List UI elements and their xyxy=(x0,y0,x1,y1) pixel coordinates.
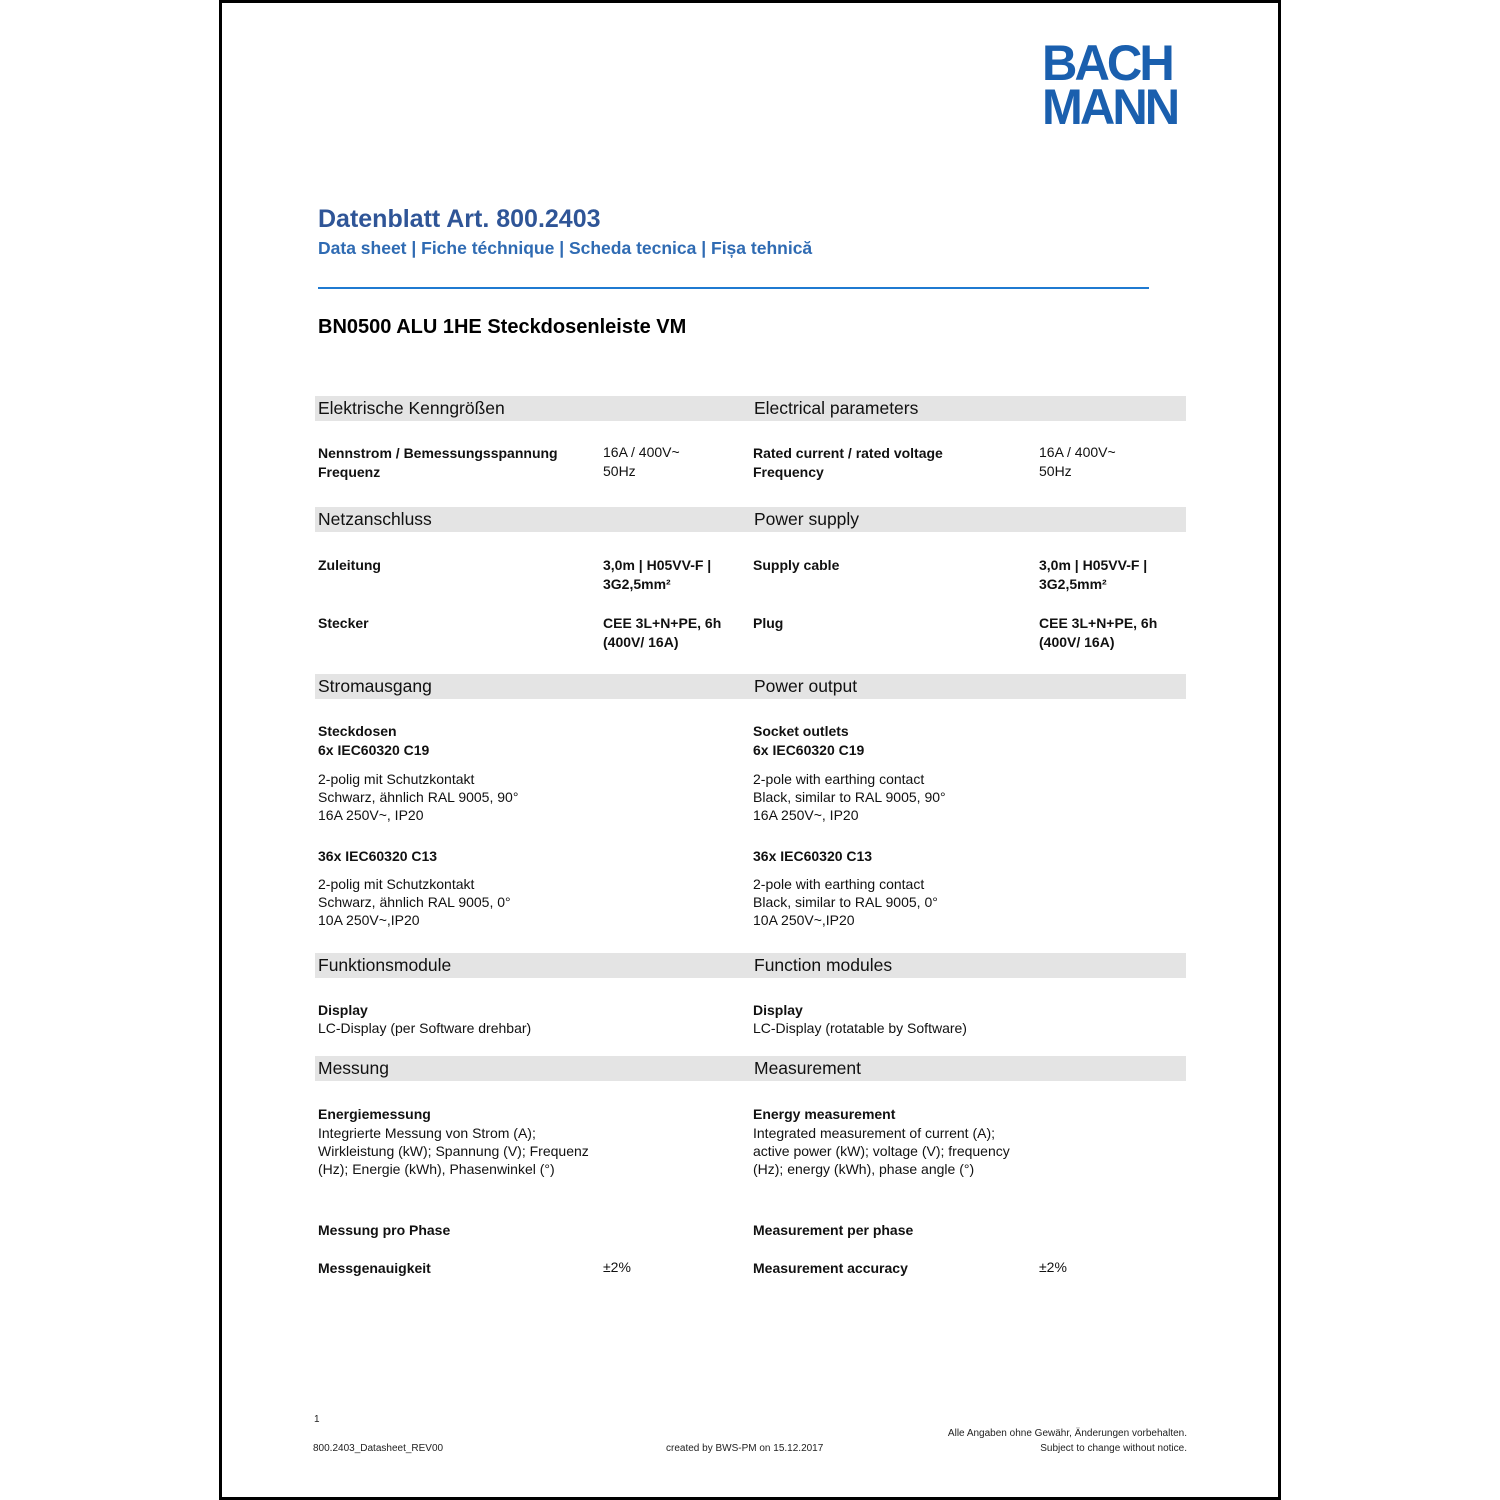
page-subtitle: Data sheet | Fiche téchnique | Scheda tecnica | Fișa tehnică xyxy=(318,238,813,258)
label-accuracy-en: Measurement accuracy xyxy=(753,1260,908,1276)
logo-line-1: BACH xyxy=(1042,35,1172,91)
section-header-power-supply: Power supply xyxy=(751,507,1186,532)
value-plug-en-2: (400V/ 16A) xyxy=(1039,634,1115,650)
label-rated-en: Rated current / rated voltage xyxy=(753,445,943,461)
value-accuracy-en: ±2% xyxy=(1039,1259,1067,1275)
value-display-en: LC-Display (rotatable by Software) xyxy=(753,1020,967,1036)
disclaimer-en: Subject to change without notice. xyxy=(1040,1443,1187,1454)
label-per-phase-de: Messung pro Phase xyxy=(318,1222,451,1238)
c19-title-en: 6x IEC60320 C19 xyxy=(753,742,865,758)
section-header-measurement: Measurement xyxy=(751,1056,1186,1081)
label-display-de: Display xyxy=(318,1002,368,1018)
section-header-electrical-parameters: Electrical parameters xyxy=(751,396,1186,421)
section-header-power-output: Power output xyxy=(751,674,1186,699)
c13-title-de: 36x IEC60320 C13 xyxy=(318,848,438,864)
section-header-stromausgang: Stromausgang xyxy=(315,674,751,699)
c19-line-en-1: 2-pole with earthing contact xyxy=(753,771,925,787)
energy-line-en-3: (Hz); energy (kWh), phase angle (°) xyxy=(753,1161,975,1177)
section-header-messung: Messung xyxy=(315,1056,751,1081)
label-frequency-de: Frequenz xyxy=(318,464,381,480)
value-cable-en-1: 3,0m | H05VV-F | xyxy=(1039,557,1148,573)
value-rated-en: 16A / 400V~ xyxy=(1039,444,1116,460)
c13-line-de-1: 2-polig mit Schutzkontakt xyxy=(318,876,475,892)
label-display-en: Display xyxy=(753,1002,803,1018)
value-frequency-en: 50Hz xyxy=(1039,463,1072,479)
page-title: Datenblatt Art. 800.2403 xyxy=(318,205,601,233)
c13-line-de-3: 10A 250V~,IP20 xyxy=(318,912,420,928)
bachmann-logo xyxy=(1042,35,1187,135)
created-by: created by BWS-PM on 15.12.2017 xyxy=(666,1443,824,1454)
energy-line-de-2: Wirkleistung (kW); Spannung (V); Frequenz xyxy=(318,1143,589,1159)
value-frequency-de: 50Hz xyxy=(603,463,636,479)
energy-line-de-3: (Hz); Energie (kWh), Phasenwinkel (°) xyxy=(318,1161,555,1177)
energy-line-en-1: Integrated measurement of current (A); xyxy=(753,1125,995,1141)
c19-line-en-3: 16A 250V~, IP20 xyxy=(753,807,859,823)
c13-title-en: 36x IEC60320 C13 xyxy=(753,848,873,864)
c19-line-de-3: 16A 250V~, IP20 xyxy=(318,807,424,823)
label-frequency-en: Frequency xyxy=(753,464,824,480)
c13-line-en-3: 10A 250V~,IP20 xyxy=(753,912,855,928)
label-rated-de: Nennstrom / Bemessungsspannung xyxy=(318,445,558,461)
label-sockets-de: Steckdosen xyxy=(318,723,397,739)
value-cable-en-2: 3G2,5mm² xyxy=(1039,576,1107,592)
c19-line-de-2: Schwarz, ähnlich RAL 9005, 90° xyxy=(318,789,519,805)
value-accuracy-de: ±2% xyxy=(603,1259,631,1275)
value-plug-de-2: (400V/ 16A) xyxy=(603,634,679,650)
product-name: BN0500 ALU 1HE Steckdosenleiste VM xyxy=(318,316,687,338)
c19-line-de-1: 2-polig mit Schutzkontakt xyxy=(318,771,475,787)
value-cable-de-1: 3,0m | H05VV-F | xyxy=(603,557,712,573)
energy-line-de-1: Integrierte Messung von Strom (A); xyxy=(318,1125,536,1141)
label-cable-en: Supply cable xyxy=(753,557,840,573)
value-cable-de-2: 3G2,5mm² xyxy=(603,576,671,592)
c19-title-de: 6x IEC60320 C19 xyxy=(318,742,430,758)
section-header-netzanschluss: Netzanschluss xyxy=(315,507,751,532)
c13-line-de-2: Schwarz, ähnlich RAL 9005, 0° xyxy=(318,894,511,910)
label-accuracy-de: Messgenauigkeit xyxy=(318,1260,431,1276)
label-per-phase-en: Measurement per phase xyxy=(753,1222,914,1238)
label-cable-de: Zuleitung xyxy=(318,557,381,573)
value-plug-de-1: CEE 3L+N+PE, 6h xyxy=(603,615,722,631)
c19-line-en-2: Black, similar to RAL 9005, 90° xyxy=(753,789,946,805)
label-plug-en: Plug xyxy=(753,615,784,631)
logo-line-2: MANN xyxy=(1042,79,1178,135)
label-sockets-en: Socket outlets xyxy=(753,723,849,739)
disclaimer-de: Alle Angaben ohne Gewähr, Änderungen vorbehalten. xyxy=(947,1428,1187,1439)
label-plug-de: Stecker xyxy=(318,615,369,631)
section-header-function-modules: Function modules xyxy=(751,953,1186,978)
c13-line-en-1: 2-pole with earthing contact xyxy=(753,876,925,892)
header-divider xyxy=(318,287,1149,289)
c13-line-en-2: Black, similar to RAL 9005, 0° xyxy=(753,894,938,910)
value-plug-en-1: CEE 3L+N+PE, 6h xyxy=(1039,615,1158,631)
energy-line-en-2: active power (kW); voltage (V); frequency xyxy=(753,1143,1010,1159)
document-id: 800.2403_Datasheet_REV00 xyxy=(313,1443,444,1454)
page-number: 1 xyxy=(314,1414,320,1425)
section-header-elektrische-kenngroessen: Elektrische Kenngrößen xyxy=(315,396,751,421)
label-energy-en: Energy measurement xyxy=(753,1106,896,1122)
value-rated-de: 16A / 400V~ xyxy=(603,444,680,460)
label-energy-de: Energiemessung xyxy=(318,1106,431,1122)
value-display-de: LC-Display (per Software drehbar) xyxy=(318,1020,532,1036)
section-header-funktionsmodule: Funktionsmodule xyxy=(315,953,751,978)
